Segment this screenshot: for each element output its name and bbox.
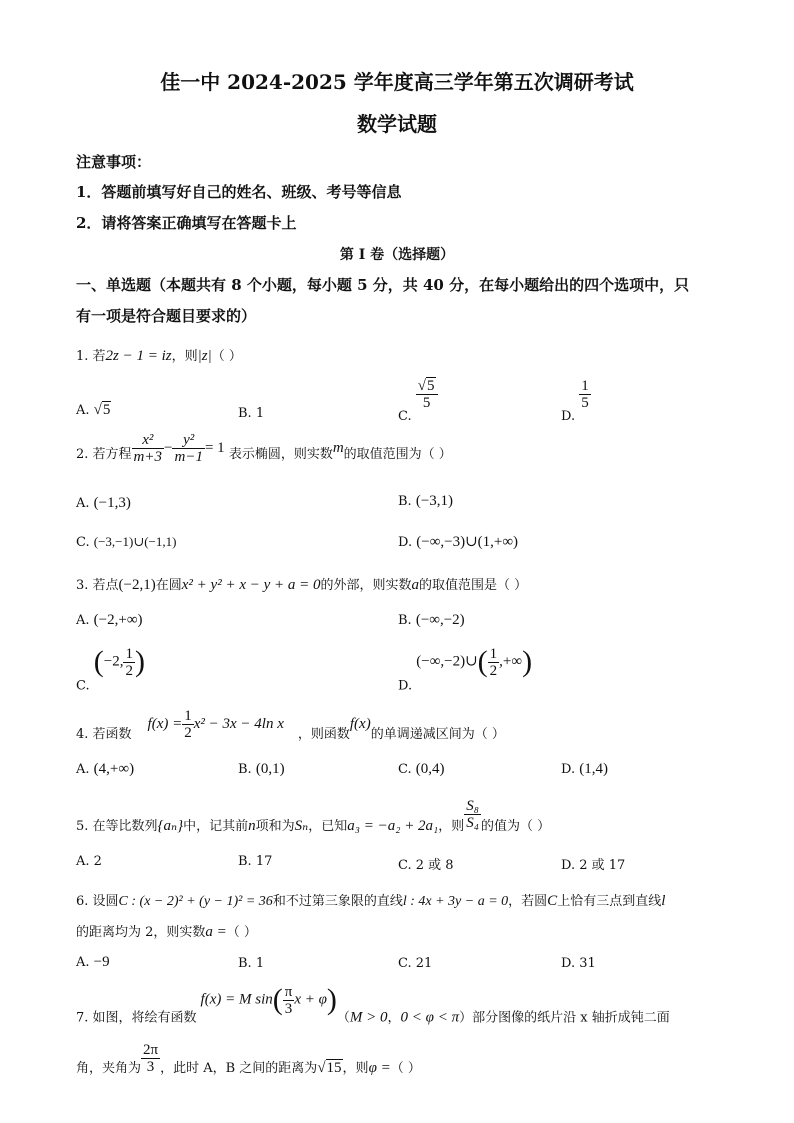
q2-option-c — [76, 534, 176, 550]
q6-mid2: ，若圆 — [508, 894, 548, 909]
q7-ang-num: 2π — [143, 1042, 159, 1058]
q3-option-c: C. (−2, $\frac{1}{2}$ ) — [76, 645, 145, 694]
option-label: B. — [398, 494, 412, 509]
q4-half-num: 1 — [184, 708, 192, 724]
q3-c-left: −2, — [103, 653, 124, 670]
option-label: D. — [398, 535, 413, 550]
q3-c-num: 1 — [125, 645, 133, 662]
q4-option-c — [398, 761, 445, 778]
q3-c-den: 2 — [125, 662, 133, 679]
q4-b-value: (0,1) — [255, 761, 285, 777]
q1-option-c: C. $\frac{√5}{5}$ — [398, 378, 438, 424]
exam-title: 佳一中 2024-2025 学年度高三学年第五次调研考试 — [160, 70, 634, 94]
q1-a-value: 5 — [102, 402, 111, 418]
q1-abs: |z| — [197, 348, 212, 364]
question-7-line-2: 角，夹角为 $\frac{2\pi}{3}$ ，此时 A，B 之间的距离为√15，则φ =（ ） — [76, 1042, 421, 1076]
q2-a-value: (−1,3) — [93, 495, 131, 511]
q6-mid1: 和不过第三象限的直线 — [272, 894, 403, 909]
q7-fx-rest: x + φ — [294, 991, 327, 1008]
q2-f2-num: y² — [172, 432, 204, 449]
q4-option-a — [76, 761, 134, 778]
option-label: A. — [76, 762, 90, 777]
q6-line2: 的距离均为 2，则实数 — [76, 925, 206, 940]
q6-option-d: D. 31 — [561, 956, 596, 971]
q4-fx: f(x) = — [147, 716, 183, 732]
q7-dist: 15 — [326, 1060, 342, 1076]
q3-point: (−2,1) — [118, 577, 156, 593]
q6-suffix: （ ） — [226, 925, 257, 940]
q7-suffix: （ ） — [390, 1061, 421, 1076]
option-label: A. — [76, 496, 90, 511]
q7-phi: φ = — [368, 1060, 391, 1076]
q1-expr: 2z − 1 = iz — [105, 348, 172, 364]
q2-option-a — [76, 495, 131, 512]
q1-option-d — [561, 378, 591, 424]
q3-a-value: (−2,+∞) — [93, 612, 143, 628]
option-label: C. — [76, 535, 90, 550]
q6-option-c: C. 21 — [398, 956, 433, 971]
q6-a-value: −9 — [93, 954, 110, 970]
q2-var: m — [332, 440, 344, 456]
option-label: B. — [238, 762, 252, 777]
q2-mid: 表示椭圆，则实数 — [228, 447, 333, 462]
option-label: A. — [76, 403, 90, 418]
q4-fx2: f(x) — [349, 716, 371, 732]
q7-mid: 部分图像的纸片沿 x 轴折成钝二面 — [472, 1010, 670, 1026]
q7-ang-den: 3 — [146, 1059, 155, 1075]
q3-option-a — [76, 612, 143, 629]
q6-prefix: 6. 设圆 — [76, 894, 119, 909]
notice-item-2: 2．请将答案正确填写在答题卡上 — [76, 214, 297, 232]
q7-cond-open: （ — [336, 1010, 350, 1026]
q2-option-b — [398, 493, 453, 510]
q5-prefix: 5. 在等比数列 — [76, 819, 158, 834]
q1-prefix: 1. 若 — [76, 349, 106, 364]
q6-l: l — [661, 893, 666, 909]
question-4 — [76, 708, 505, 742]
q4-rest: x² − 3x − 4ln x — [193, 716, 284, 732]
part-heading-line1: 一、单选题（本题共有 8 个小题，每小题 5 分，共 40 分，在每小题给出的四个选项中，只 — [76, 276, 690, 294]
q1-c-num: 5 — [427, 378, 435, 394]
q3-prefix: 3. 若点 — [76, 578, 119, 593]
q6-line: l : 4x + 3y − a = 0 — [402, 894, 509, 909]
option-label: A. — [76, 613, 90, 628]
q3-var: a — [411, 577, 420, 593]
q1-mid: ，则 — [171, 349, 198, 364]
q2-option-d — [398, 532, 518, 551]
q7-cond-close: ） — [459, 1010, 473, 1026]
notice-heading: 注意事项： — [76, 153, 152, 171]
q7-line2c: ，则 — [342, 1061, 369, 1076]
q5-cond: a₃ = −a₂ + 2a₁ — [347, 818, 439, 834]
q2-f2-den: m−1 — [174, 449, 203, 465]
q4-half-den: 2 — [184, 725, 192, 741]
q5-mid1: 中，记其前 — [183, 819, 249, 834]
question-1 — [76, 345, 242, 365]
notice-item-1: 1．答题前填写好自己的姓名、班级、考号等信息 — [76, 183, 402, 201]
q1-b-value: 1 — [255, 406, 265, 421]
q4-d-value: (1,4) — [579, 761, 608, 777]
q7-prefix: 7. 如图，将绘有函数 — [76, 1010, 197, 1026]
q6-var: a = — [205, 924, 227, 940]
q3-suffix: 的取值范围是（ ） — [419, 578, 528, 593]
q2-b-value: (−3,1) — [415, 493, 454, 509]
q5-mid2: 项和为 — [255, 819, 295, 834]
q5-option-b: B. 17 — [238, 854, 273, 869]
q5-ratio-den: S₄ — [466, 815, 480, 831]
q1-option-a: A. √5 — [76, 402, 111, 418]
option-label: C. — [398, 409, 412, 424]
q7-line2a: 角，夹角为 — [76, 1061, 142, 1076]
q7-cond1: M > 0 — [349, 1009, 388, 1026]
q3-mid2: 的外部，则实数 — [320, 578, 412, 593]
q5-mid3: ，已知 — [308, 819, 348, 834]
q5-suffix: 的值为（ ） — [481, 819, 551, 834]
q3-option-d: D. (−∞,−2)∪( $\frac{1}{2}$ ,+∞) — [398, 645, 533, 694]
option-label: B. — [398, 613, 412, 628]
question-7-line-1: 7. 如图，将绘有函数f(x) = M sin( $\frac{\pi}{3}$ x + φ)（M > 0，0 < φ < π）部分图像的纸片沿 x 轴折成钝二面 — [76, 983, 670, 1026]
option-label: D. — [561, 409, 576, 424]
q3-circle: x² + y² + x − y + a = 0 — [181, 577, 321, 593]
exam-subtitle: 数学试题 — [357, 112, 437, 136]
q4-option-b — [238, 761, 285, 778]
option-label: D. — [561, 762, 576, 777]
q4-prefix: 4. 若函数 — [76, 727, 132, 742]
q7-pi-num: π — [284, 983, 293, 1000]
q7-cond2: 0 < φ < π — [400, 1009, 460, 1026]
question-3 — [76, 574, 527, 594]
q3-option-b — [398, 612, 465, 629]
q5-option-a: A. 2 — [76, 854, 102, 869]
volume-heading: 第 I 卷（选择题） — [339, 247, 455, 263]
q5-n: n — [248, 818, 256, 834]
q2-eq: = 1 — [204, 440, 225, 456]
q5-sn: Sₙ — [294, 818, 309, 834]
q2-d-value: (−∞,−3)∪(1,+∞) — [416, 534, 519, 550]
q6-option-a — [76, 954, 110, 971]
q5-seq: {aₙ} — [157, 818, 184, 834]
q3-b-value: (−∞,−2) — [415, 612, 465, 628]
q5-option-c: C. 2 或 8 — [398, 858, 454, 873]
question-2 — [76, 432, 452, 465]
q3-mid1: 在圆 — [155, 578, 182, 593]
q1-suffix: （ ） — [211, 349, 242, 364]
q5-mid4: ，则 — [438, 819, 465, 834]
q2-suffix: 的取值范围为（ ） — [343, 447, 452, 462]
q3-d-right: ,+∞ — [499, 653, 523, 670]
q5-ratio-num: S₈ — [466, 798, 480, 814]
q1-c-den: 5 — [422, 395, 431, 411]
q2-minus: − — [164, 440, 173, 456]
q4-a-value: (4,+∞) — [93, 761, 135, 777]
q6-mid3: 上恰有三点到直线 — [557, 894, 662, 909]
option-label: C. — [76, 678, 90, 694]
q2-c-value: (−3,−1)∪(−1,1) — [93, 534, 177, 549]
q2-f1-den: m+3 — [133, 449, 163, 465]
option-label: C. — [398, 762, 412, 777]
q2-prefix: 2. 若方程 — [76, 447, 132, 462]
q7-sep: ， — [387, 1010, 401, 1026]
q5-option-d: D. 2 或 17 — [561, 858, 626, 873]
question-6-line-1 — [76, 890, 665, 910]
q4-mid: ，则函数 — [297, 727, 350, 742]
part-heading-line2: 有一项是符合题目要求的） — [76, 307, 257, 325]
option-label: B. — [238, 406, 252, 421]
q1-d-den: 5 — [581, 395, 589, 411]
q6-circle: C : (x − 2)² + (y − 1)² = 36 — [118, 894, 273, 909]
q2-f1-num: x² — [132, 432, 164, 449]
q3-d-left: (−∞,−2)∪ — [416, 653, 478, 670]
q1-option-b — [238, 406, 264, 421]
q7-line2b: ，此时 A，B 之间的距离为 — [160, 1061, 318, 1076]
q1-d-num: 1 — [581, 378, 589, 394]
question-6-line-2 — [76, 921, 257, 941]
q4-c-value: (0,4) — [415, 761, 445, 777]
question-5 — [76, 798, 550, 835]
q6-c: C — [547, 893, 558, 909]
option-label: A. — [76, 955, 90, 970]
q7-fx: f(x) = M sin — [200, 991, 273, 1008]
q7-pi-den: 3 — [284, 1000, 293, 1017]
q3-d-num: 1 — [489, 645, 498, 662]
option-label: D. — [398, 678, 413, 694]
q3-d-den: 2 — [489, 662, 498, 679]
q4-option-d — [561, 761, 608, 778]
q4-suffix: 的单调递减区间为（ ） — [370, 727, 505, 742]
q6-option-b: B. 1 — [238, 956, 265, 971]
